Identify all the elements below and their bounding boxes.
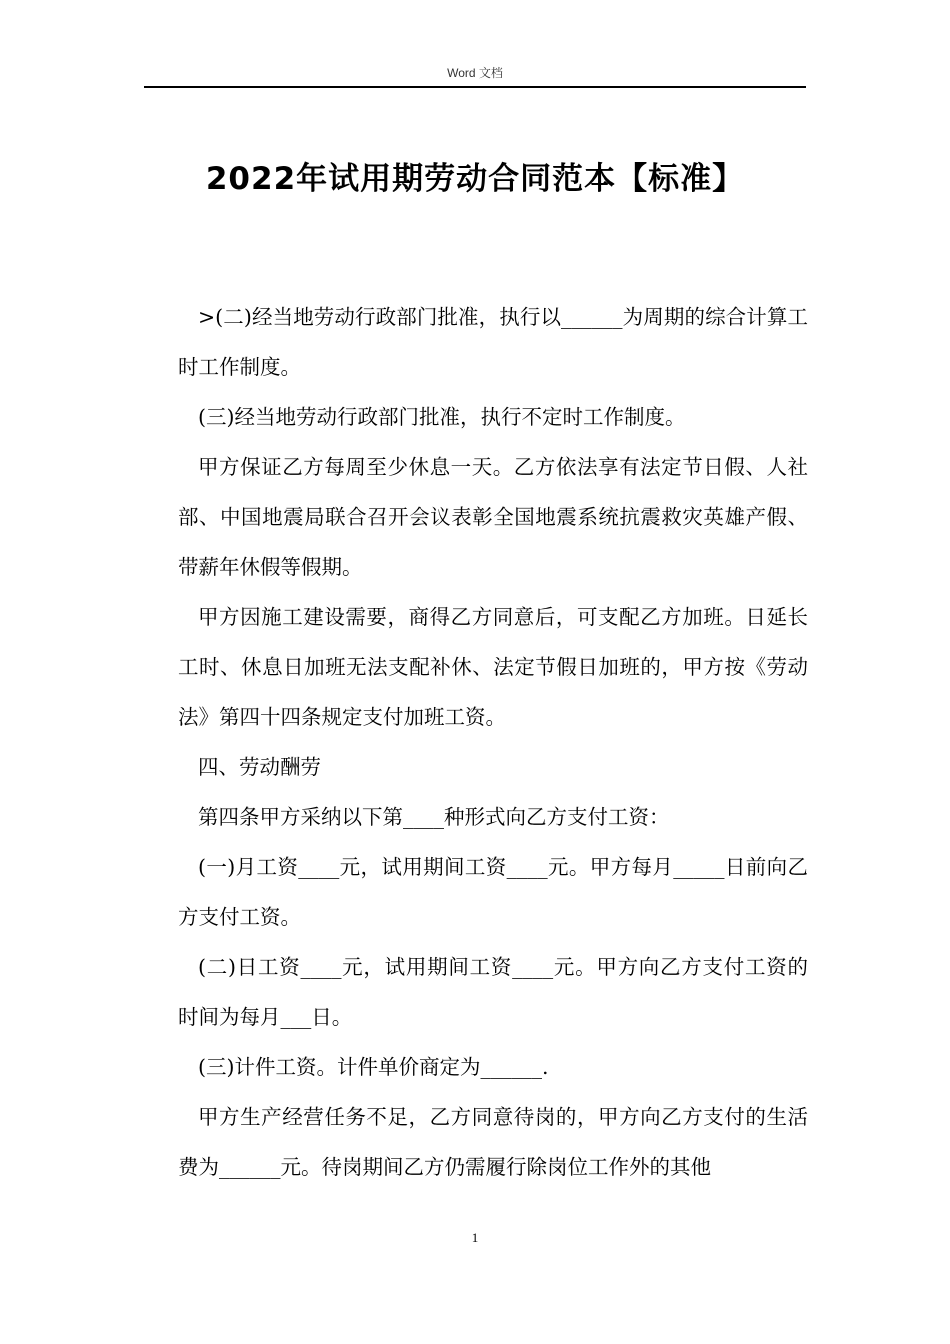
- paragraph: 甲方生产经营任务不足，乙方同意待岗的，甲方向乙方支付的生活费为______元。待岗期间乙方仍需履行除岗位工作外的其他: [178, 1105, 808, 1179]
- paragraph: (三)计件工资。计件单价商定为______.: [198, 1055, 549, 1079]
- paragraph: >(二)经当地劳动行政部门批准，执行以______为周期的综合计算工时工作制度。: [178, 305, 808, 379]
- paragraph: (一)月工资____元，试用期间工资____元。甲方每月_____日前向乙方支付工资。: [178, 855, 808, 929]
- section-heading: 四、劳动酬劳: [198, 755, 321, 779]
- paragraph: (二)日工资____元，试用期间工资____元。甲方向乙方支付工资的时间为每月___日。: [178, 955, 808, 1029]
- paragraph: 甲方保证乙方每周至少休息一天。乙方依法享有法定节日假、人社部、中国地震局联合召开会议表彰全国地震系统抗震救灾英雄产假、带薪年休假等假期。: [178, 455, 808, 579]
- header-divider: [144, 86, 806, 88]
- paragraph: (三)经当地劳动行政部门批准，执行不定时工作制度。: [198, 405, 686, 429]
- page-number: 1: [471, 1230, 479, 1245]
- document-body: [178, 292, 808, 1192]
- page-header: Word 文档: [447, 66, 503, 80]
- document-title: 2022年试用期劳动合同范本【标准】: [205, 161, 745, 197]
- paragraph: 第四条甲方采纳以下第____种形式向乙方支付工资：: [198, 805, 670, 829]
- paragraph: 甲方因施工建设需要，商得乙方同意后，可支配乙方加班。日延长工时、休息日加班无法支配补休、法定节假日加班的，甲方按《劳动法》第四十四条规定支付加班工资。: [178, 605, 808, 729]
